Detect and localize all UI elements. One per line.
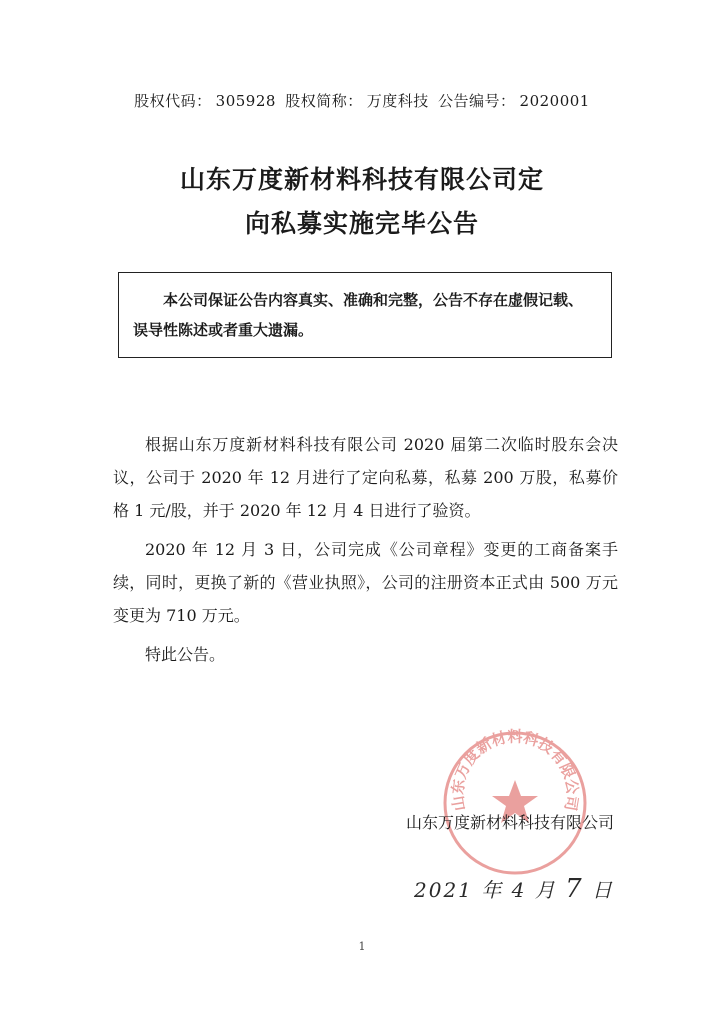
notice-no: 2020001	[519, 92, 590, 110]
disclaimer-box	[118, 272, 612, 358]
stock-code-label: 股权代码：	[134, 92, 212, 110]
title-line-1: 山东万度新材料科技有限公司定	[179, 165, 544, 194]
paragraph-closing: 特此公告。	[145, 645, 226, 664]
date-month-suffix: 月	[534, 878, 557, 902]
seal-text: 山东万度新材料科技有限公司	[448, 728, 582, 813]
date-day-suffix: 日	[591, 878, 614, 902]
signature-company: 山东万度新材料科技有限公司	[405, 813, 614, 832]
stock-abbr-label: 股权简称：	[285, 92, 363, 110]
header-line	[0, 90, 724, 111]
date-day: 7	[565, 874, 584, 904]
announcement-body	[113, 428, 618, 677]
disclaimer-text: 本公司保证公告内容真实、准确和完整，公告不存在虚假记载、误导性陈述或者重大遗漏。	[133, 291, 584, 339]
stock-abbr: 万度科技	[366, 92, 429, 110]
page-number: 1	[358, 940, 366, 953]
stock-code: 305928	[215, 92, 276, 110]
paragraph-resolution: 根据山东万度新材料科技有限公司 2020 届第二次临时股东会决议，公司于 2020 年 12 月进行了定向私募，私募 200 万股，私募价格 1 元/股，并于 2020 年 12 月 4 日进行了验资。	[113, 435, 618, 520]
date-year: 2021	[414, 878, 473, 902]
date-year-suffix: 年	[481, 878, 504, 902]
signature-date	[414, 874, 634, 904]
date-month: 4	[511, 878, 527, 902]
title-line-2: 向私募实施完毕公告	[244, 209, 479, 238]
document-title	[0, 158, 724, 246]
company-seal-stamp	[440, 728, 590, 878]
paragraph-registration: 2020 年 12 月 3 日，公司完成《公司章程》变更的工商备案手续，同时，更换了新的《营业执照》，公司的注册资本正式由 500 万元变更为 710 万元。	[113, 540, 618, 625]
notice-no-label: 公告编号：	[438, 92, 516, 110]
